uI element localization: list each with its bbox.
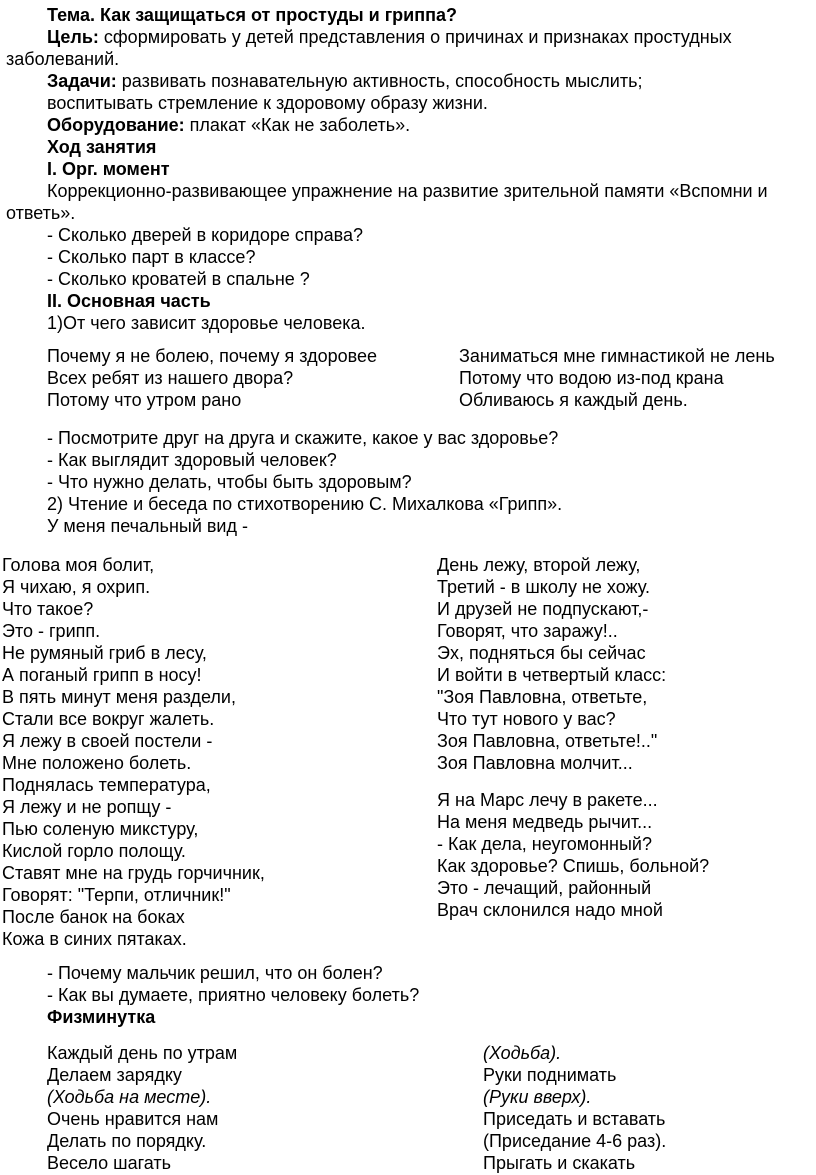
poem-line: Эх, подняться бы сейчас [437, 643, 646, 663]
poem-line: И войти в четвертый класс: [437, 665, 667, 685]
poem-line: Почему я не болею, почему я здоровее [47, 346, 378, 366]
exercise-line: (Ходьба). [483, 1043, 562, 1063]
goal-text-1: сформировать у детей представления о причинах и признаках простудных [98, 27, 732, 47]
question-item: - Что нужно делать, чтобы быть здоровым? [47, 472, 412, 492]
exercise-line: Делать по порядку. [47, 1131, 207, 1151]
poem-line: Я на Марс лечу в ракете... [437, 790, 658, 810]
equipment-label: Оборудование: [47, 115, 185, 135]
poem-line: Поднялась температура, [2, 775, 211, 795]
exercise-line: Очень нравится нам [47, 1109, 219, 1129]
exercise-line: Прыгать и скакать [483, 1153, 636, 1173]
question-item: - Сколько парт в классе? [47, 247, 256, 267]
exercise-line: (Приседание 4-6 раз). [483, 1131, 667, 1151]
exercise-line: Весело шагать [47, 1153, 172, 1173]
poem-line: После банок на боках [2, 907, 185, 927]
poem-line: Что такое? [2, 599, 94, 619]
poem-line: Я лежу и не ропщу - [2, 797, 172, 817]
poem-start: У меня печальный вид - [47, 516, 248, 536]
poem-line: На меня медведь рычит... [437, 812, 653, 832]
org-heading: I. Орг. момент [47, 159, 170, 179]
question-item: - Сколько дверей в коридоре справа? [47, 225, 364, 245]
exercise-right-column [483, 1042, 666, 1174]
poem-line: Зоя Павловна, ответьте!.." [437, 731, 658, 751]
poem2-right-column-2 [437, 789, 709, 921]
poem-line: Я лежу в своей постели - [2, 731, 213, 751]
poem-line: Кожа в синих пятаках. [2, 929, 187, 949]
tasks-text-1: развивать познавательную активность, способность мыслить; [116, 71, 643, 91]
topic-text: Как защищаться от простуды и гриппа? [99, 5, 457, 25]
poem-line: Не румяный гриб в лесу, [2, 643, 207, 663]
exercise-text-1: Коррекционно-развивающее упражнение на развитие зрительной памяти «Вспомни и [47, 181, 768, 201]
poem-line: А поганый грипп в носу! [2, 665, 202, 685]
poem1-left-column [47, 345, 377, 411]
poem-line: Врач склонился надо мной [437, 900, 663, 920]
exercise-line: Приседать и вставать [483, 1109, 666, 1129]
exercise-line: Каждый день по утрам [47, 1043, 238, 1063]
poem-line: И друзей не подпускают,- [437, 599, 649, 619]
topic-line [47, 4, 457, 26]
poem-line: Кислой горло полощу. [2, 841, 186, 861]
question-item: - Сколько кроватей в спальне ? [47, 269, 310, 289]
course-heading: Ход занятия [47, 137, 157, 157]
point-2: 2) Чтение и беседа по стихотворению С. Михалкова «Грипп». [47, 494, 563, 514]
poem-line: Мне положено болеть. [2, 753, 192, 773]
poem2-left-column [2, 554, 265, 950]
poem-line: Голова моя болит, [2, 555, 155, 575]
exercise-line: (Ходьба на месте). [47, 1087, 212, 1107]
topic-label: Тема. [47, 5, 95, 25]
exercise-line: Делаем зарядку [47, 1065, 182, 1085]
poem-line: Ставят мне на грудь горчичник, [2, 863, 265, 883]
poem-line: Пью соленую микстуру, [2, 819, 199, 839]
goal-line [47, 26, 732, 48]
tasks-line [47, 70, 642, 92]
poem-line: Потому что водою из-под крана [459, 368, 724, 388]
exercise-line: Руки поднимать [483, 1065, 617, 1085]
poem-line: Стали все вокруг жалеть. [2, 709, 215, 729]
question-item: - Посмотрите друг на друга и скажите, какое у вас здоровье? [47, 428, 559, 448]
poem-line: Третий - в школу не хожу. [437, 577, 650, 597]
question-item: - Как вы думаете, приятно человеку болеть? [47, 985, 420, 1005]
tasks-label: Задачи: [47, 71, 117, 91]
poem-line: Это - лечащий, районный [437, 878, 652, 898]
poem-line: Говорят: "Терпи, отличник!" [2, 885, 231, 905]
tasks-text-2: воспитывать стремление к здоровому образу жизни. [47, 93, 488, 113]
poem-line: - Как дела, неугомонный? [437, 834, 652, 854]
poem-line: Говорят, что заражу!.. [437, 621, 618, 641]
exercise-left-column [47, 1042, 237, 1174]
question-item: - Почему мальчик решил, что он болен? [47, 963, 383, 983]
poem-line: Зоя Павловна молчит... [437, 753, 633, 773]
goal-label: Цель: [47, 27, 99, 47]
poem-line: Заниматься мне гимнастикой не лень [459, 346, 775, 366]
poem-line: Я чихаю, я охрип. [2, 577, 151, 597]
poem-line: "Зоя Павловна, ответьте, [437, 687, 648, 707]
poem-line: Это - грипп. [2, 621, 101, 641]
poem-line: День лежу, второй лежу, [437, 555, 641, 575]
poem1-right-column [459, 345, 775, 411]
goal-text-2: заболеваний. [6, 49, 120, 69]
exercise-line: (Руки вверх). [483, 1087, 592, 1107]
question-item: - Как выглядит здоровый человек? [47, 450, 337, 470]
poem-line: Потому что утром рано [47, 390, 242, 410]
point-1: 1)От чего зависит здоровье человека. [47, 313, 366, 333]
equipment-text: плакат «Как не заболеть». [184, 115, 411, 135]
equipment-line [47, 114, 410, 136]
phys-heading: Физминутка [47, 1007, 156, 1027]
poem2-right-column-1 [437, 554, 666, 774]
poem-line: Как здоровье? Спишь, больной? [437, 856, 710, 876]
poem-line: Обливаюсь я каждый день. [459, 390, 688, 410]
main-heading: II. Основная часть [47, 291, 211, 311]
poem-line: Что тут нового у вас? [437, 709, 616, 729]
exercise-text-2: ответь». [6, 203, 76, 223]
poem-line: Всех ребят из нашего двора? [47, 368, 294, 388]
poem-line: В пять минут меня раздели, [2, 687, 236, 707]
